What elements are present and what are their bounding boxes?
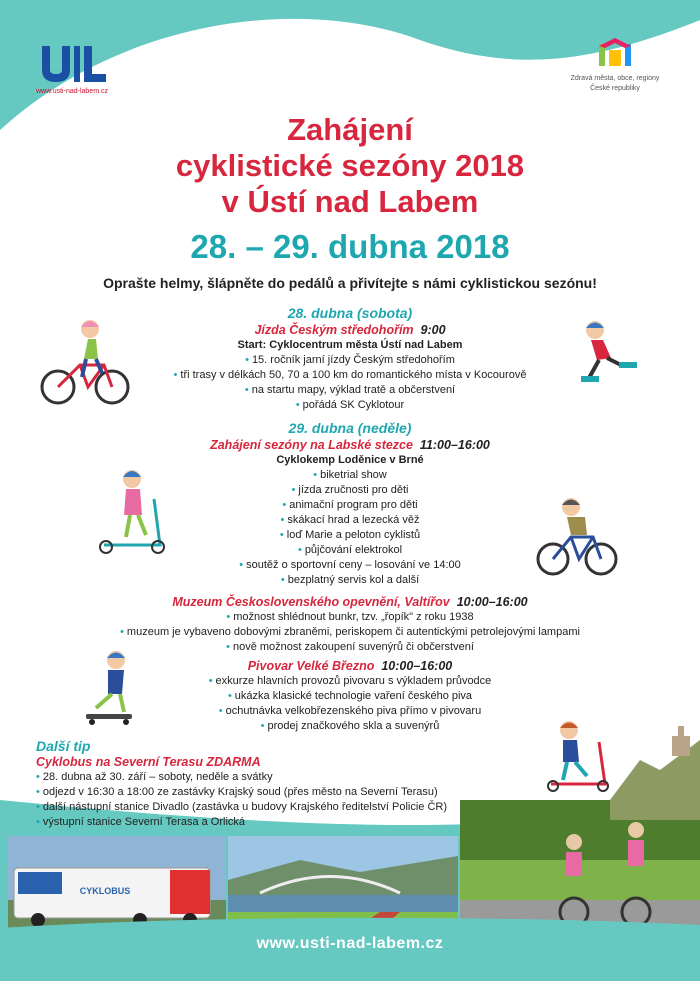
list-item: • exkurze hlavních provozů pivovaru s výkladem průvodce: [90, 674, 610, 689]
usti-logo-icon: [36, 40, 116, 86]
list-item: • na startu mapy, výklad tratě a občerstvení: [90, 383, 610, 398]
website-footer: www.usti-nad-labem.cz: [256, 935, 444, 952]
museum-event-time: 10:00–16:00: [456, 595, 528, 609]
list-item: • animační program pro děti: [90, 498, 610, 513]
healthy-cities-line2: České republiky: [590, 85, 640, 92]
list-item: • ukázka klasické technologie vaření českého piva: [90, 689, 610, 704]
healthy-cities-logo: [560, 36, 670, 93]
list-item: • půjčování elektrokol: [90, 543, 610, 558]
rollerblader-illustration: [575, 318, 650, 390]
day1-start: Start: Cyklocentrum města Ústí nad Labem: [237, 339, 463, 351]
girl-cyclist-illustration: [38, 315, 133, 407]
museum-section: [70, 594, 630, 655]
brewery-event-time: 10:00–16:00: [381, 659, 453, 673]
list-item: • odjezd v 16:30 a 18:00 ze zastávky Krajský soud (přes město na Severní Terasu): [36, 785, 496, 800]
list-item: • loď Marie a peloton cyklistů: [90, 528, 610, 543]
tip-event-name: Cyklobus na Severní Terasu ZDARMA: [36, 755, 261, 769]
house-rainbow-icon: [595, 36, 635, 68]
day2-heading: 29. dubna (neděle): [288, 420, 412, 436]
tagline: Oprašte helmy, šlápněte do pedálů a přivítejte s námi cyklistickou sezónu!: [103, 275, 597, 291]
list-item: • biketrial show: [90, 468, 610, 483]
poster-title: [0, 112, 700, 220]
boy-cyclist-illustration: [535, 495, 620, 580]
title-line-3: v Ústí nad Labem: [221, 184, 479, 219]
bus-label: CYKLOBUS: [79, 886, 131, 896]
brewery-event-title: [90, 658, 610, 674]
list-item: • možnost shlédnout bunkr, tzv. „řopík" z roku 1938: [70, 610, 630, 625]
list-item: • tři trasy v délkách 50, 70 a 100 km do romantického místa v Kocourově: [90, 368, 610, 383]
tip-heading: Další tip: [36, 738, 91, 754]
tip-section: [36, 738, 496, 830]
list-item: • výstupní stanice Severní Terasa a Orlická: [36, 815, 496, 830]
day2-place: Cyklokemp Loděnice v Brné: [276, 454, 424, 466]
girl-scooter-illustration: [96, 465, 176, 557]
brewery-event-name: Pivovar Velké Březno: [247, 659, 375, 673]
day1-heading: 28. dubna (sobota): [287, 305, 413, 321]
day2-event-time: 11:00–16:00: [419, 438, 490, 452]
brewery-section: [90, 658, 610, 734]
list-item: • ochutnávka velkobřezenského piva přímo v pivovaru: [90, 704, 610, 719]
usti-logo-url: www.usti-nad-labem.cz: [36, 88, 108, 95]
usti-city-logo: [36, 40, 116, 100]
list-item: • 28. dubna až 30. září – soboty, neděle a svátky: [36, 770, 496, 785]
event-dates: 28. – 29. dubna 2018: [190, 228, 510, 265]
healthy-cities-line1: Zdravá města, obce, regiony: [570, 75, 660, 82]
list-item: • soutěž o sportovní ceny – losování ve 14:00: [90, 558, 610, 573]
museum-event-title: [70, 594, 630, 610]
list-item: • další nástupní stanice Divadlo (zastávka u budovy Krajského ředitelství Policie ČR): [36, 800, 496, 815]
day1-event-title: [90, 322, 610, 338]
day1-event-name: Jízda Českým středohořím: [254, 323, 414, 337]
list-item: • 15. ročník jarní jízdy Českým středohořím: [90, 353, 610, 368]
list-item: • bezplatný servis kol a další: [90, 573, 610, 588]
skateboarder-illustration: [74, 648, 144, 728]
museum-event-name: Muzeum Československého opevnění, Valtířov: [172, 595, 450, 609]
title-line-1: Zahájení: [287, 112, 413, 147]
list-item: • nově možnost zakoupení suvenýrů či občerstvení: [70, 640, 630, 655]
day1-section: [90, 305, 610, 413]
list-item: • skákací hrad a lezecká věž: [90, 513, 610, 528]
list-item: • prodej značkového skla a suvenýrů: [90, 719, 610, 734]
day2-event-name: Zahájení sezóny na Labské stezce: [210, 438, 413, 452]
boy-scooter-illustration: [545, 718, 615, 793]
list-item: • muzeum je vybaveno dobovými zbraněmi, periskopem či autentickými petrolejovými lampami: [70, 625, 630, 640]
day1-event-time: 9:00: [420, 323, 446, 337]
list-item: • pořádá SK Cyklotour: [90, 398, 610, 413]
list-item: • jízda zručnosti pro děti: [90, 483, 610, 498]
day2-event-title: [90, 437, 610, 453]
title-line-2: cyklistické sezóny 2018: [175, 148, 525, 183]
